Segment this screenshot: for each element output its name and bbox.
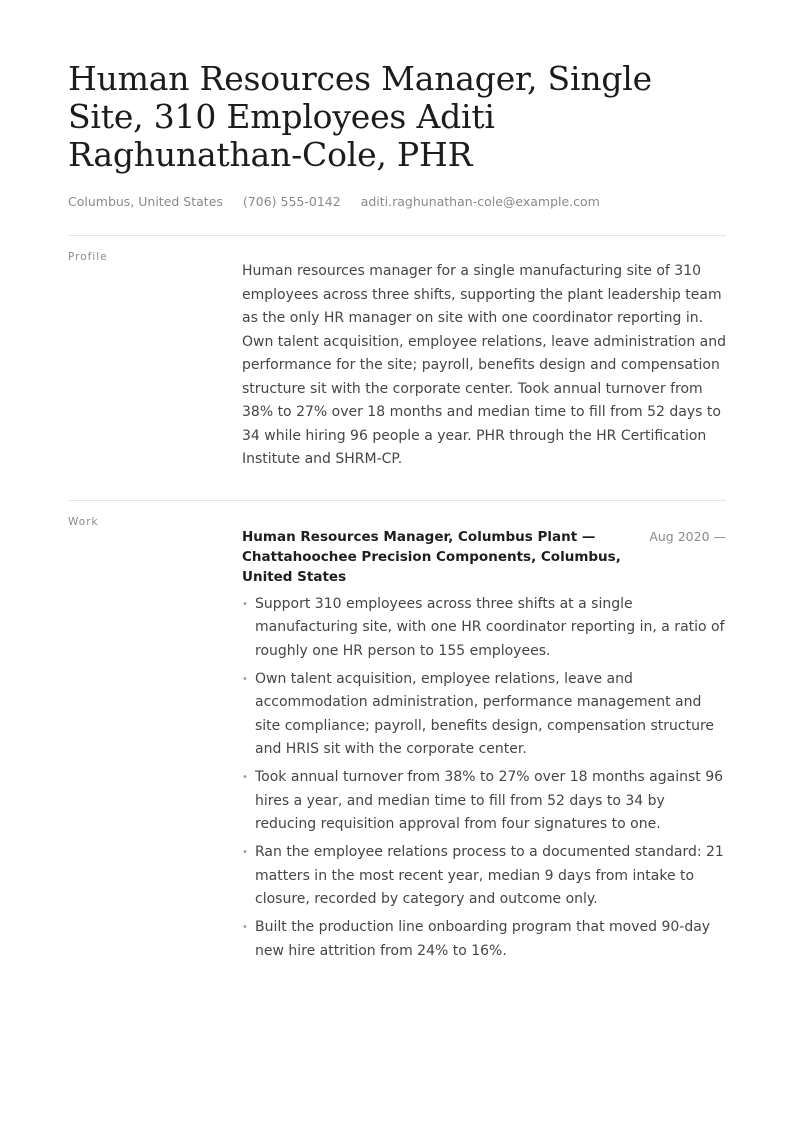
bullet-text: Took annual turnover from 38% to 27% over 18 months against 96 hires a year, and median time to fill from 52 days to 34 by reducing requisition approval from four signatures to one. (255, 769, 724, 832)
section-label-profile: Profile (68, 251, 108, 263)
bullet-icon: • (242, 673, 248, 685)
resume-page (68, 60, 726, 968)
phone-text: (706) 555-0142 (242, 194, 341, 209)
page-title: Human Resources Manager, Single Site, 310 Employees Aditi Raghunathan-Cole, PHR (68, 59, 652, 174)
list-item (242, 916, 726, 963)
job-header (242, 527, 726, 587)
list-item (242, 593, 726, 664)
bullet-text: Support 310 employees across three shifts at a single manufacturing site, with one HR coordinator reporting in, a ratio of roughly one HR person to 155 employees. (255, 595, 725, 659)
job-date: Aug 2020 — (649, 528, 726, 544)
section-label-work: Work (68, 515, 99, 528)
bullet-text: Own talent acquisition, employee relations, leave and accommodation administration, performance management and site compliance; payroll, benefits design, compensation structure and HRIS sit with the corporate center. (255, 670, 715, 757)
list-item (242, 766, 726, 837)
contact-line (68, 194, 726, 209)
work-body (242, 515, 726, 968)
profile-section (68, 236, 726, 500)
bullet-icon: • (242, 598, 248, 610)
job-title: Human Resources Manager, Columbus Plant — Chattahoochee Precision Components, Columbus, United States (242, 528, 621, 585)
email-link[interactable]: aditi.raghunathan-cole@example.com (360, 194, 600, 209)
list-item (242, 841, 726, 912)
bullet-icon: • (242, 922, 248, 933)
work-section (68, 501, 726, 968)
job-bullets (242, 593, 726, 964)
bullet-text: Built the production line onboarding program that moved 90-day new hire attrition from 24% to 16%. (255, 919, 711, 959)
list-item (242, 668, 726, 762)
bullet-text: Ran the employee relations process to a documented standard: 21 matters in the most recent year, median 9 days from intake to closure, recorded by category and outcome only. (255, 844, 724, 907)
bullet-icon: • (242, 772, 248, 783)
profile-text: Human resources manager for a single manufacturing site of 310 employees across three shifts, supporting the plant leadership team as the only HR manager on site with one coordinator reporting in. Own talent acquisition, employee relations, leave administration and performance for the site; payroll, benefits design and compensation structure sit with the corporate center. Took annual turnover from 38% to 27% over 18 months and median time to fill from 52 days to 34 while hiring 96 people a year. PHR through the HR Certification Institute and SHRM-CP. (242, 263, 727, 467)
bullet-icon: • (242, 847, 248, 858)
location-text: Columbus, United States (68, 194, 223, 209)
profile-body (242, 250, 726, 472)
